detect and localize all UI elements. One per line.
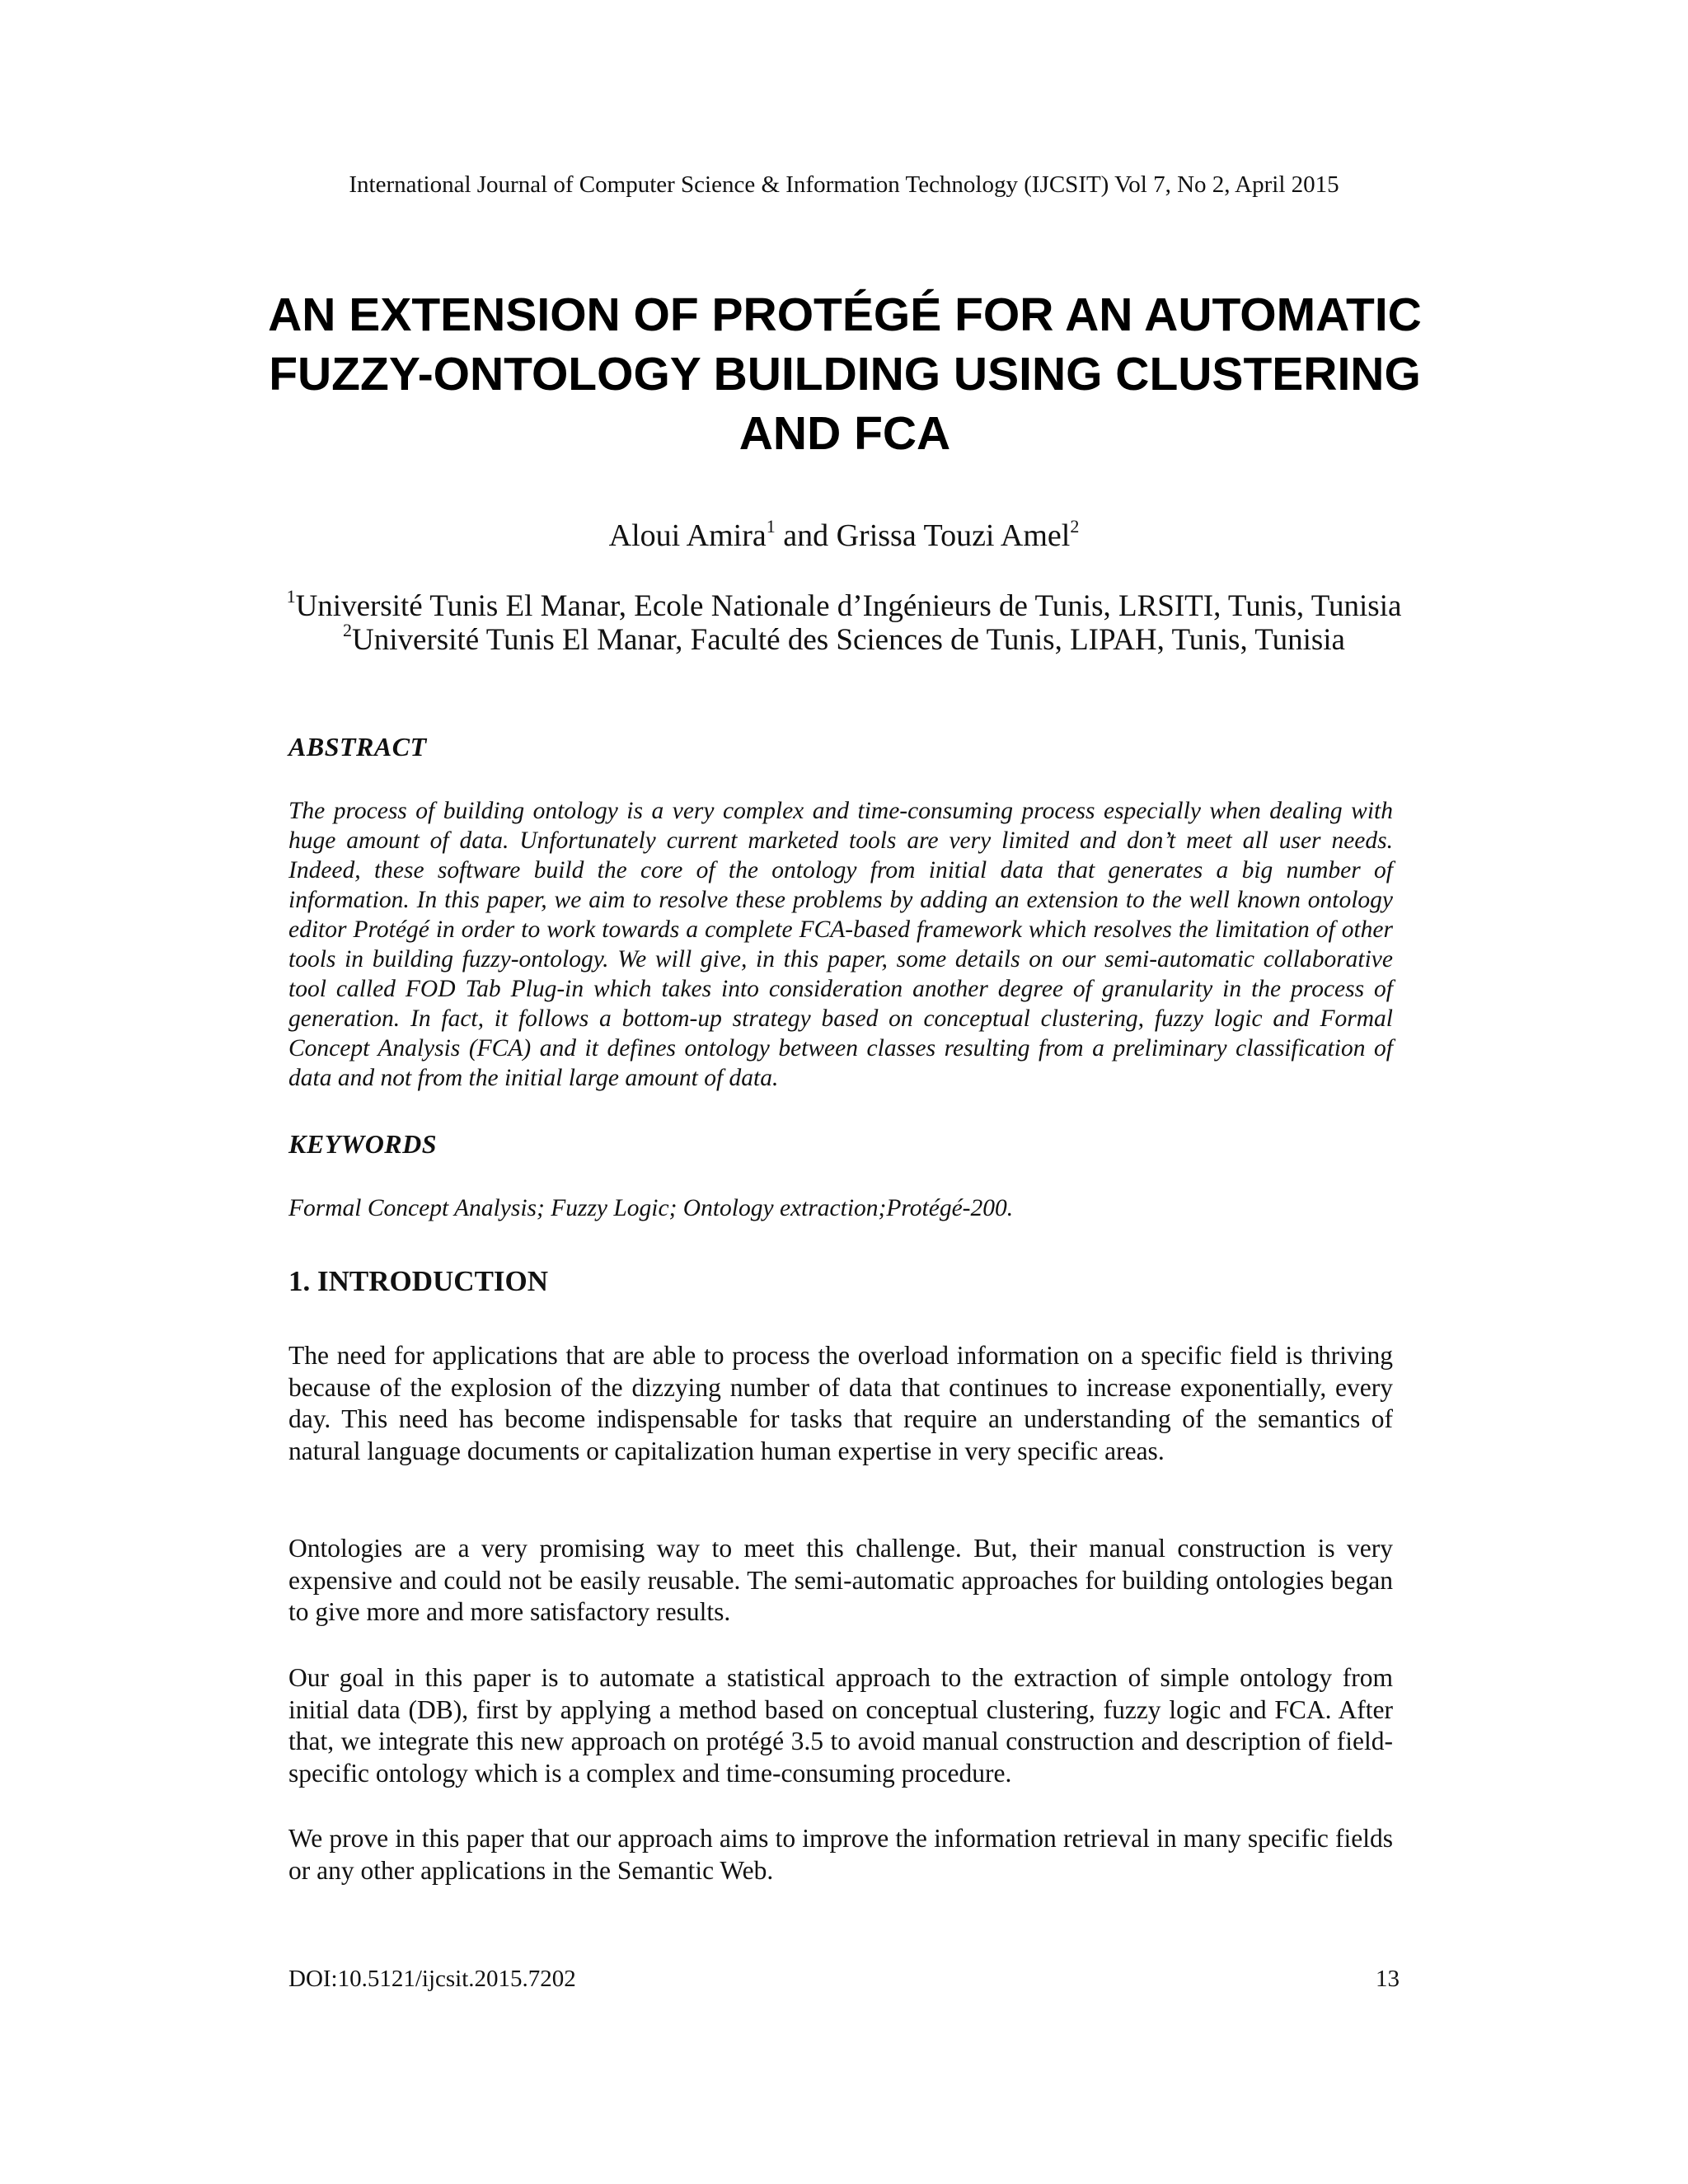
- footer-page-number: 13: [1376, 1966, 1400, 1992]
- affiliation-1-text: Université Tunis El Manar, Ecole Nationale d’Ingénieurs de Tunis, LRSITI, Tunis, Tunisia: [295, 589, 1402, 623]
- introduction-heading: 1. INTRODUCTION: [288, 1265, 549, 1297]
- affiliations: [264, 586, 1424, 657]
- title-line-3: AND FCA: [738, 407, 951, 460]
- affiliation-1: [264, 586, 1424, 623]
- affiliation-2: [264, 620, 1424, 657]
- author-1-mark: 1: [766, 516, 776, 537]
- intro-paragraph-2: Ontologies are a very promising way to meet this challenge. But, their manual construction is very expensive and could not be easily reusable. The semi-automatic approaches for building ontologies began to give more and more satisfactory results.: [288, 1534, 1393, 1626]
- author-2-name: Grissa Touzi Amel: [836, 518, 1071, 553]
- abstract-text: The process of building ontology is a very complex and time-consuming process especially when dealing with huge amount of data. Unfortunately current marketed tools are very limited and don’t meet all user needs. Indeed, these software build the core of the ontology from initial data that generates a big number of information. In this paper, we aim to resolve these problems by adding an extension to the well known ontology editor Protégé in order to work towards a complete FCA-based framework which resolves the limitation of other tools in building fuzzy-ontology. We will give, in this paper, some details on our semi-automatic collaborative tool called FOD Tab Plug-in which takes into consideration another degree of granularity in the process of generation. In fact, it follows a bottom-up strategy based on conceptual clustering, fuzzy logic and Formal Concept Analysis (FCA) and it defines ontology between classes resulting from a preliminary classification of data and not from the initial large amount of data.: [288, 798, 1393, 1091]
- running-header: International Journal of Computer Science & Information Technology (IJCSIT) Vol 7, No 2, April 2015: [349, 171, 1339, 198]
- affiliation-1-mark: 1: [286, 586, 296, 607]
- author-2-mark: 2: [1070, 516, 1080, 537]
- affiliation-2-text: Université Tunis El Manar, Faculté des Sciences de Tunis, LIPAH, Tunis, Tunisia: [352, 623, 1345, 657]
- author-line: [0, 516, 1688, 555]
- keywords-heading: KEYWORDS: [288, 1129, 438, 1159]
- footer-doi: DOI:10.5121/ijcsit.2015.7202: [288, 1966, 576, 1992]
- title-line-1: AN EXTENSION OF PROTÉGÉ FOR AN AUTOMATIC: [268, 288, 1422, 341]
- author-1-name: Aloui Amira: [608, 518, 767, 553]
- title-line-2: FUZZY-ONTOLOGY BUILDING USING CLUSTERING: [269, 348, 1421, 401]
- affiliation-2-mark: 2: [343, 620, 353, 640]
- intro-paragraph-3: Our goal in this paper is to automate a statistical approach to the extraction of simple ontology from initial data (DB), first by applying a method based on conceptual clustering, fuzzy logic and FCA. After that, we integrate this new approach on protégé 3.5 to avoid manual construction and description of field-specific ontology which is a complex and time-consuming procedure.: [288, 1663, 1393, 1788]
- abstract-heading: ABSTRACT: [288, 732, 427, 762]
- intro-paragraph-1: The need for applications that are able to process the overload information on a specific field is thriving because of the explosion of the dizzying number of data that continues to increase exponentially, every day. This need has become indispensable for tasks that require an understanding of the semantics of natural language documents or capitalization human expertise in very specific areas.: [288, 1341, 1393, 1465]
- author-joiner: and: [775, 518, 837, 553]
- keywords-text: Formal Concept Analysis; Fuzzy Logic; Ontology extraction;Protégé-200.: [288, 1195, 1014, 1221]
- paper-title: [206, 285, 1484, 463]
- intro-paragraph-4: We prove in this paper that our approach aims to improve the information retrieval in many specific fields or any other applications in the Semantic Web.: [288, 1824, 1393, 1885]
